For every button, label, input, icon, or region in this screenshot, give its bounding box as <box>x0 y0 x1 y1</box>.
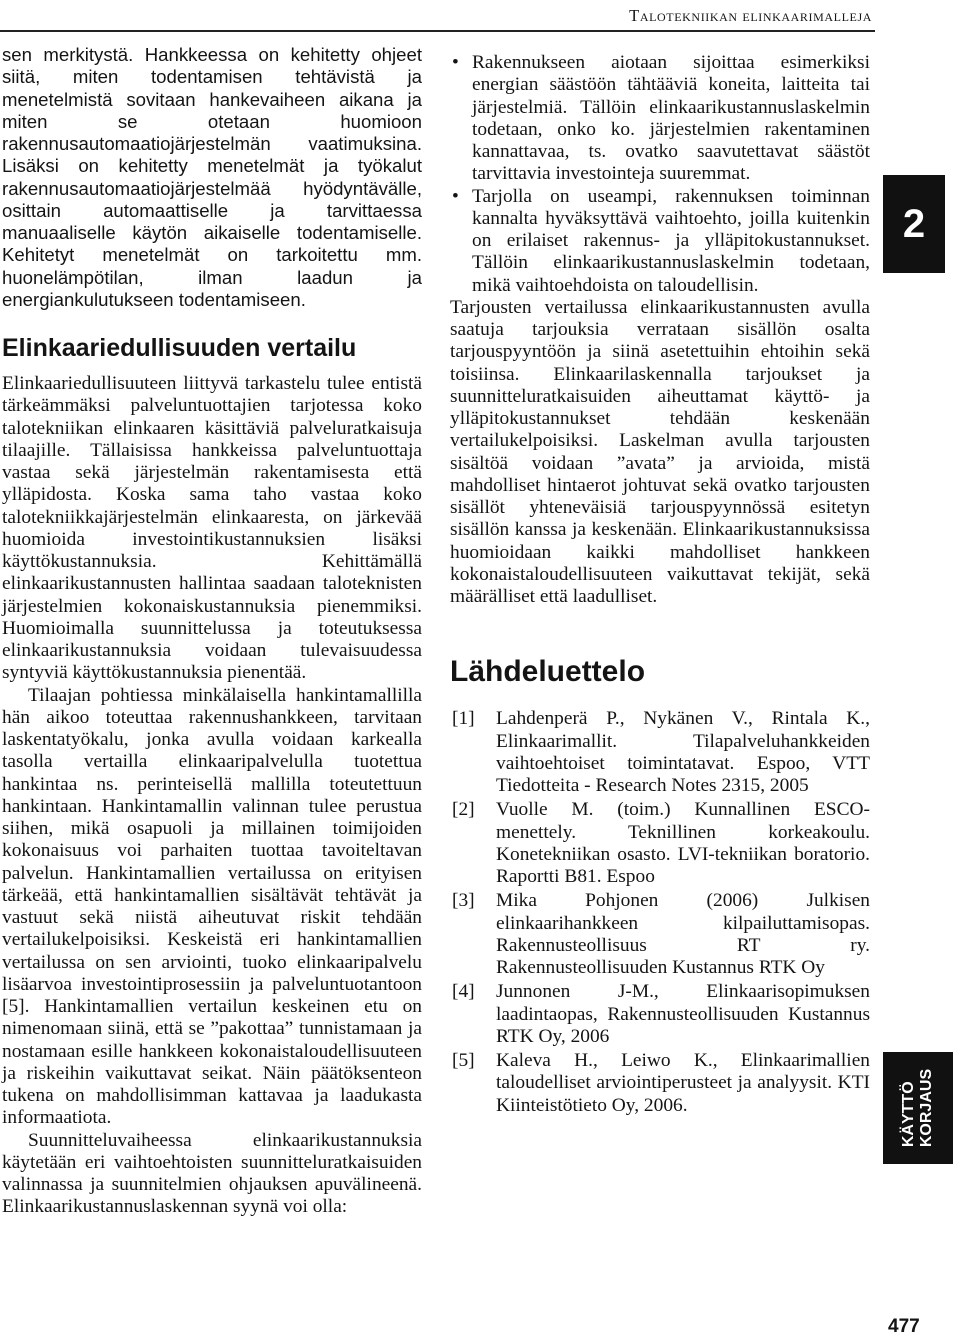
reference-item <box>450 890 870 979</box>
header-rule <box>0 30 875 32</box>
reference-text: Lahdenperä P., Nykänen V., Rintala K., Elinkaarimallit. Tilapalveluhankkeiden vaihtoehtoiset toimintatavat. Espoo, VTT Tiedotteita - Research Notes 2315, 2005 <box>496 708 870 796</box>
section-heading: Elinkaariedullisuuden vertailu <box>2 334 357 362</box>
body-paragraph-1: Elinkaariedullisuuteen liittyvä tarkastelu tulee entistä tärkeämmäksi palveluntuottajien tarjotessa koko talotekniikan elinkaaren käsittäviä palveluratkaisuja tilaajille. Tällaisissa hankkeissa palveluntuottaja vastaa sekä järjestelmän rakentamisesta että ylläpidosta. Koska sama taho vastaa koko talotekniikkajärjestelmän elinkaaresta, on järkevää huomioida investointikustannuksien lisäksi käyttökustannuksia. Kehittämällä elinkaarikustannusten hallintaa saadaan taloteknisten järjestelmien kokonaiskustannuksia pienemmiksi. Huomioimalla suunnittelussa ja toteutuksessa elinkaarikustannuksia voidaan tulevaisuudessa syntyviä käyttökustannuksia pienentää. <box>2 373 422 684</box>
reference-number: [4] <box>452 981 475 1003</box>
section-tab-label <box>900 1069 936 1147</box>
reference-number: [1] <box>452 708 475 730</box>
section-tab-line-1: KÄYTTÖ <box>900 1081 917 1148</box>
bullet-icon: • <box>452 52 459 73</box>
reference-text: Junnonen J-M., Elinkaarisopimuksen laadintaopas, Rakennusteollisuuden Kustannus RTK Oy, 2006 <box>496 981 870 1047</box>
reference-item <box>450 1050 870 1117</box>
section-tab-line-2: KORJAUS <box>918 1068 935 1148</box>
bullet-text: Tarjolla on useampi, rakennuksen toiminnan kannalta hyväksyttävä vaihtoehto, joilla kuitenkin on erilaiset rakennus- ja ylläpitokustannukset. Tällöin elinkaarikustannuslaskelmin todetaan, mikä vaihtoehdoista on taloudellisin. <box>472 185 870 296</box>
left-column <box>2 44 422 1219</box>
bullet-icon: • <box>452 185 459 207</box>
bullet-list <box>450 52 870 297</box>
reference-item <box>450 708 870 797</box>
body-paragraph-4: Tarjousten vertailussa elinkaarikustannusten avulla saatuja tarjouksia verrataan sisällön osalta tarjouspyyntöön ja siinä asetettuihin ehtoihin sekä toisiinsa. Elinkaarilaskennalla tarjoukset ja suunnitteluratkaisuiden aiheuttamat käyttö- ja ylläpitokustannukset tehdään keskenään vertailukelpoisiksi. Laskelman avulla tarjousten sisältöä voidaan ”avata” ja arvioida, mistä mahdolliset hintaerot johtuvat sekä ovatko tarjousten sisällöt yhteneväisiä tarjouspyynnössä esitetyn sisällön kanssa ja keskenään. Elinkaarikustannuksissa huomioidaan kaikki mahdolliset hankkeen kokonaistaloudellisuuteen vaikuttavat tekijät, sekä määrälliset että laadulliset. <box>450 296 870 607</box>
chapter-number: 2 <box>902 201 926 246</box>
reference-text: Vuolle M. (toim.) Kunnallinen ESCO-menettely. Teknillinen korkeakoulu. Konetekniikan osasto. LVI-tekniikan boratorio. Raportti B81. Espoo <box>496 799 870 887</box>
reference-item <box>450 799 870 888</box>
body-paragraph-2: Tilaajan pohtiessa minkälaisella hankintamallilla hän aikoo toteuttaa rakennushankkeen, tarvitaan laskentatyökalu, jonka avulla voidaan karkealla tasolla vertailla elinkaaripalvelulla tuotettua hankintaa ns. perinteisellä mallilla toteutettuun hankintaan. Hankintamallin valinnan tulee perustua siihen, mikä osapuoli ja millainen toimijoiden kokonaisuus voi parhaiten tuottaa tavoiteltavan palvelun. Hankintamallien vertailussa on erityisen tärkeää, että hankintamallien sisältävät tehtävät ja vastuut sekä niistä aiheutuvat riskit tehdään vertailukelpoisiksi. Keskeistä eri hankintamallien vertailussa on sen arviointi, tuoko elinkaaripalvelu lisäarvoa investointiprosessiin ja palveluntuotantoon [5]. Hankintamallien vertailun keskeinen etu on nimenomaan siinä, että se ”pakottaa” tunnistamaan ja nostamaan esille hankkeen kokonaistaloudellisuuteen ja riskeihin vaikuttavat seikat. Näin päätöksenteon tukena on mahdollisimman kattavaa ja laadukasta informaatiota. <box>2 684 422 1129</box>
intro-paragraph: sen merkitystä. Hankkeessa on kehitetty ohjeet siitä, miten todentamisen tehtävistä ja menetelmistä sovitaan hankevaiheen aikana ja miten se otetaan huomioon rakennusautomaatiojärjestelmän vaatimuksina. Lisäksi on kehitetty menetelmät ja työkalut rakennusautomaatiojärjestelmää hyödyntävälle, osittain automaattiselle ja tarvittaessa manuaaliselle käytön aikaiselle todentamiselle. Kehitetyt menetelmät on tarkoitettu mm. huonelämpötilan, ilman laadun ja energiankulutukseen todentamiseen. <box>2 44 422 310</box>
reference-list <box>450 708 870 1117</box>
right-column <box>450 52 870 1119</box>
reference-text: Mika Pohjonen (2006) Julkisen elinkaarihankkeen kilpailuttamisopas. Rakennusteollisuus RT ry. Rakennusteollisuuden Kustannus RTK Oy <box>496 890 870 978</box>
bullet-item <box>450 52 870 186</box>
reference-number: [5] <box>452 1050 475 1071</box>
reference-text: Kaleva H., Leiwo K., Elinkaarimallien taloudelliset arviointiperusteet ja analyysit. KTI Kiinteistötieto Oy, 2006. <box>496 1050 870 1116</box>
reference-item <box>450 981 870 1048</box>
reference-number: [3] <box>452 890 475 912</box>
section-tab <box>883 1052 953 1164</box>
bullet-item <box>450 186 870 297</box>
page-header <box>0 0 960 34</box>
reference-number: [2] <box>452 799 475 821</box>
references-heading: Lähdeluettelo <box>450 655 646 689</box>
running-title: Talotekniikan elinkaarimalleja <box>629 6 872 25</box>
body-paragraph-3: Suunnitteluvaiheessa elinkaarikustannuksia käytetään eri vaihtoehtoisten suunnitteluratkaisuiden valinnassa ja suunnitelmien ohjauksen apuvälineenä. Elinkaarikustannuslaskennan syynä voi olla: <box>2 1129 422 1218</box>
bullet-text: Rakennukseen aiotaan sijoittaa esimerkiksi energian säästöön tähtääviä koneita, laitteita tai järjestelmiä. Tällöin elinkaarikustannuslaskelmin todetaan, onko ko. järjestelmien rakentaminen kannattavaa, ts. ovatko saavutettavat säästöt tarvittavia investointeja suuremmat. <box>472 52 870 185</box>
page-number: 477 <box>888 1316 920 1337</box>
chapter-tab <box>883 175 945 273</box>
